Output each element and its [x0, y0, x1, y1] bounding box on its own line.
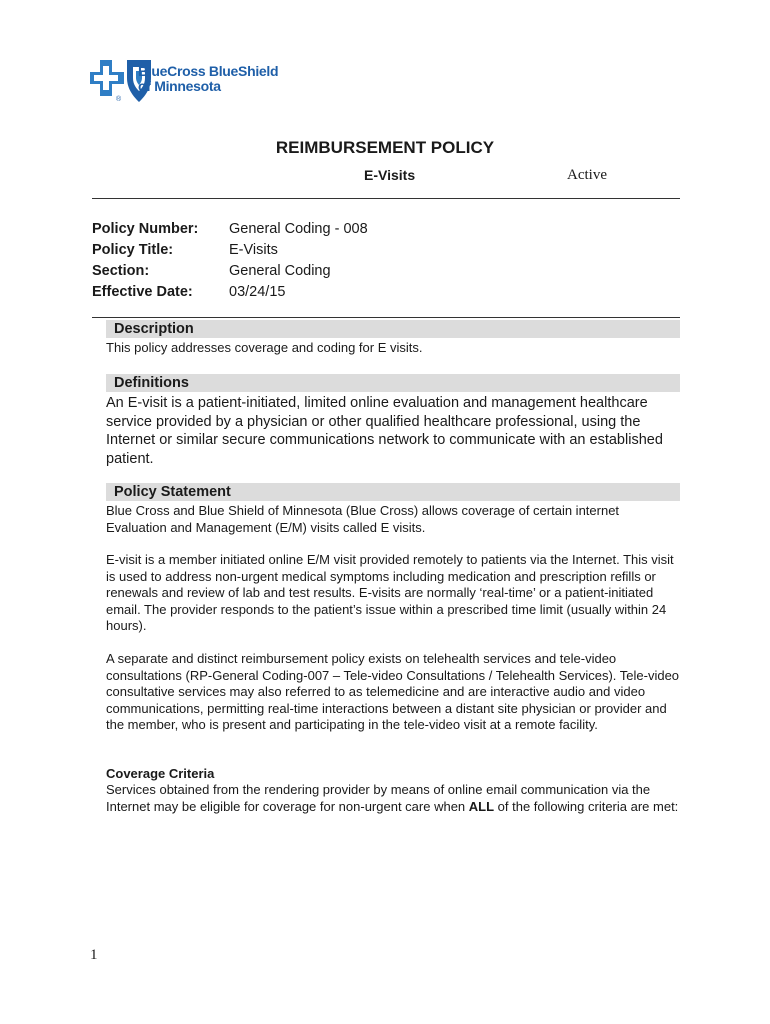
- policy-info-row: [92, 219, 368, 240]
- policy-info-row: [92, 261, 368, 282]
- section-label: Section:: [92, 263, 150, 279]
- divider: [92, 317, 680, 318]
- policy-info: [92, 219, 368, 303]
- description-header: [106, 320, 680, 338]
- effective-date-value: 03/24/15: [229, 284, 286, 300]
- policy-number-label: Policy Number:: [92, 221, 199, 237]
- policy-name: E-Visits: [364, 167, 416, 183]
- status-label: Active: [567, 167, 607, 183]
- effective-date-label: Effective Date:: [92, 284, 193, 300]
- policy-number-value: General Coding - 008: [229, 221, 368, 237]
- policy-title-label: Policy Title:: [92, 242, 174, 258]
- policy-statement-title: Policy Statement: [114, 484, 231, 500]
- coverage-criteria-text: [106, 782, 680, 815]
- description-text: This policy addresses coverage and coding for E visits.: [106, 340, 423, 355]
- policy-info-row: [92, 282, 368, 303]
- policy-info-row: [92, 240, 368, 261]
- definitions-title: Definitions: [114, 375, 189, 391]
- coverage-criteria-title: Coverage Criteria: [106, 766, 215, 781]
- blue-cross-icon: [90, 60, 124, 96]
- brand-line-1: BlueCross BlueShield: [138, 63, 279, 79]
- definitions-header: [106, 374, 680, 392]
- coverage-text-after: of the following criteria are met:: [494, 798, 679, 814]
- page-number: 1: [90, 947, 98, 963]
- definitions-text: An E-visit is a patient-initiated, limited online evaluation and management healthcare service provided by a physician or other qualified healthcare professional, using the Internet or similar secure communications network to communicate with an established patient.: [106, 395, 663, 467]
- divider: [92, 198, 680, 199]
- coverage-emphasis: ALL: [468, 798, 495, 814]
- policy-statement-paragraph-3: A separate and distinct reimbursement policy exists on telehealth services and tele-video consultations (RP-General Coding-007 – Tele-video Consultations / Telehealth Services). Tele-video consultative services may also referred to as telemedicine and are interactive audio and video communications, permitting real-time interactions between a distant site physician or provider and the member, who is present and participating in the tele-video visit at a remote facility.: [106, 651, 680, 732]
- section-value: General Coding: [229, 263, 331, 279]
- description-title: Description: [114, 321, 194, 337]
- policy-statement-paragraph-1: Blue Cross and Blue Shield of Minnesota (Blue Cross) allows coverage of certain internet Evaluation and Management (E/M) visits called E visits.: [106, 503, 620, 535]
- registered-mark: ®: [116, 96, 122, 103]
- brand-line-2: of Minnesota: [138, 78, 221, 94]
- policy-statement-header: [106, 483, 680, 501]
- policy-statement-paragraph-2: E-visit is a member initiated online E/M visit provided remotely to patients via the Internet. This visit is used to address non-urgent medical symptoms including medication and prescription refills or renewals and review of lab and test results. E-visits are normally ‘real-time’ or a patient-initiated email. The provider responds to the patient’s issue within a prescribed time limit (usually within 24 hours).: [106, 552, 674, 633]
- policy-title-value: E-Visits: [229, 242, 278, 258]
- coverage-text-before: Services obtained from the rendering provider by means of online email communication via the Internet may be eligible for coverage for non-urgent care when: [106, 782, 651, 814]
- brand-name: [138, 64, 278, 94]
- page-title: REIMBURSEMENT POLICY: [275, 138, 495, 157]
